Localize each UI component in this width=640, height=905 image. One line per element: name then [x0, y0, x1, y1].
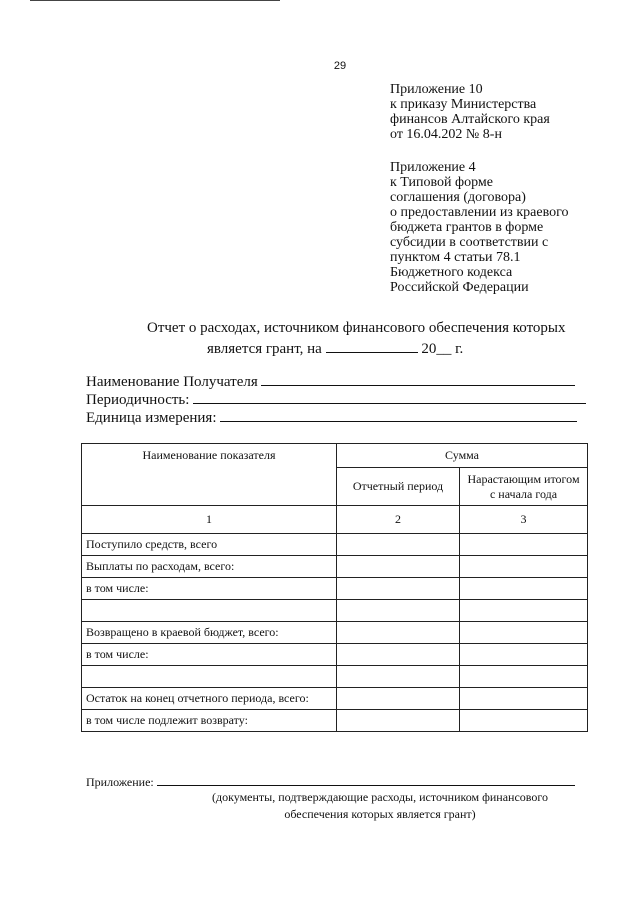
header-indicator: Наименование показателя — [82, 444, 337, 506]
cell-reporting[interactable] — [337, 556, 460, 578]
header-sum: Сумма — [337, 444, 588, 468]
cell-reporting[interactable] — [337, 622, 460, 644]
header-cumulative-line-1: Нарастающим итогом — [467, 471, 580, 486]
table-row — [82, 600, 588, 622]
report-title-prefix: является грант, на — [207, 341, 322, 357]
report-date-blank[interactable] — [326, 339, 418, 353]
appendix-10-line: финансов Алтайского края — [390, 112, 550, 127]
appendix-4-line: Бюджетного кодекса — [390, 265, 513, 280]
periodicity-blank[interactable] — [193, 390, 586, 404]
cell-reporting[interactable] — [337, 666, 460, 688]
report-title-line-2 — [207, 339, 463, 358]
row-label-blank[interactable] — [82, 666, 337, 688]
unit-label: Единица измерения: — [86, 410, 217, 426]
row-label-balance: Остаток на конец отчетного периода, всего: — [82, 688, 337, 710]
cell-reporting[interactable] — [337, 688, 460, 710]
report-title-year: 20__ г. — [421, 341, 464, 357]
cell-cumulative[interactable] — [460, 578, 588, 600]
appendix-4-line: Приложение 4 — [390, 160, 476, 175]
unit-field — [86, 408, 577, 427]
table-row — [82, 534, 588, 556]
appendix-4-line: о предоставлении из краевого — [390, 205, 569, 220]
column-number-row — [82, 506, 588, 534]
cell-cumulative[interactable] — [460, 644, 588, 666]
appendix-4-line: соглашения (договора) — [390, 190, 526, 205]
appendix-4-line: субсидии в соответствии с — [390, 235, 549, 250]
row-label-including: в том числе: — [82, 578, 337, 600]
row-label-blank[interactable] — [82, 600, 337, 622]
attachment-note — [160, 789, 600, 823]
table-row — [82, 622, 588, 644]
appendix-10-line: от 16.04.202 № 8-н — [390, 127, 502, 142]
attachment-blank[interactable] — [157, 772, 575, 786]
cell-cumulative[interactable] — [460, 710, 588, 732]
table-row — [82, 578, 588, 600]
row-label-to-return: в том числе подлежит возврату: — [82, 710, 337, 732]
column-number: 3 — [460, 506, 588, 534]
header-cumulative-line-2: с начала года — [489, 486, 558, 501]
table-row — [82, 644, 588, 666]
periodicity-field — [86, 390, 586, 409]
column-number: 1 — [82, 506, 337, 534]
row-label-payments: Выплаты по расходам, всего: — [82, 556, 337, 578]
row-label-including: в том числе: — [82, 644, 337, 666]
appendix-10-block — [390, 82, 610, 142]
row-label-received: Поступило средств, всего — [82, 534, 337, 556]
attachment-note-line-2: обеспечения которых является грант) — [284, 807, 476, 821]
header-cumulative — [460, 468, 588, 506]
cell-cumulative[interactable] — [460, 688, 588, 710]
report-title-line-1: Отчет о расходах, источником финансового обеспечения которых — [147, 320, 566, 336]
cell-reporting[interactable] — [337, 600, 460, 622]
cell-cumulative[interactable] — [460, 666, 588, 688]
table-row — [82, 556, 588, 578]
recipient-label: Наименование Получателя — [86, 374, 258, 390]
unit-blank[interactable] — [220, 408, 577, 422]
appendix-4-line: к Типовой форме — [390, 175, 493, 190]
appendix-10-line: Приложение 10 — [390, 82, 483, 97]
appendix-4-line: пунктом 4 статьи 78.1 — [390, 250, 521, 265]
report-table — [81, 443, 588, 732]
header-reporting-period: Отчетный период — [337, 468, 460, 506]
cell-cumulative[interactable] — [460, 534, 588, 556]
cell-reporting[interactable] — [337, 534, 460, 556]
attachment-note-line-1: (документы, подтверждающие расходы, источником финансового — [211, 790, 549, 804]
column-number: 2 — [337, 506, 460, 534]
cell-reporting[interactable] — [337, 710, 460, 732]
appendix-4-line: бюджета грантов в форме — [390, 220, 544, 235]
recipient-field — [86, 372, 575, 391]
appendix-4-block — [390, 160, 610, 295]
appendix-4-line: Российской Федерации — [390, 280, 529, 295]
row-label-returned: Возвращено в краевой бюджет, всего: — [82, 622, 337, 644]
cell-cumulative[interactable] — [460, 556, 588, 578]
recipient-blank[interactable] — [261, 372, 575, 386]
cell-reporting[interactable] — [337, 578, 460, 600]
table-row — [82, 710, 588, 732]
cell-cumulative[interactable] — [460, 622, 588, 644]
appendix-10-line: к приказу Министерства — [390, 97, 537, 112]
cell-reporting[interactable] — [337, 644, 460, 666]
top-rule — [30, 0, 280, 1]
page-number: 29 — [333, 60, 347, 72]
attachment-field — [86, 772, 575, 790]
periodicity-label: Периодичность: — [86, 392, 190, 408]
table-row — [82, 688, 588, 710]
attachment-label: Приложение: — [86, 775, 154, 789]
table-row — [82, 666, 588, 688]
cell-cumulative[interactable] — [460, 600, 588, 622]
